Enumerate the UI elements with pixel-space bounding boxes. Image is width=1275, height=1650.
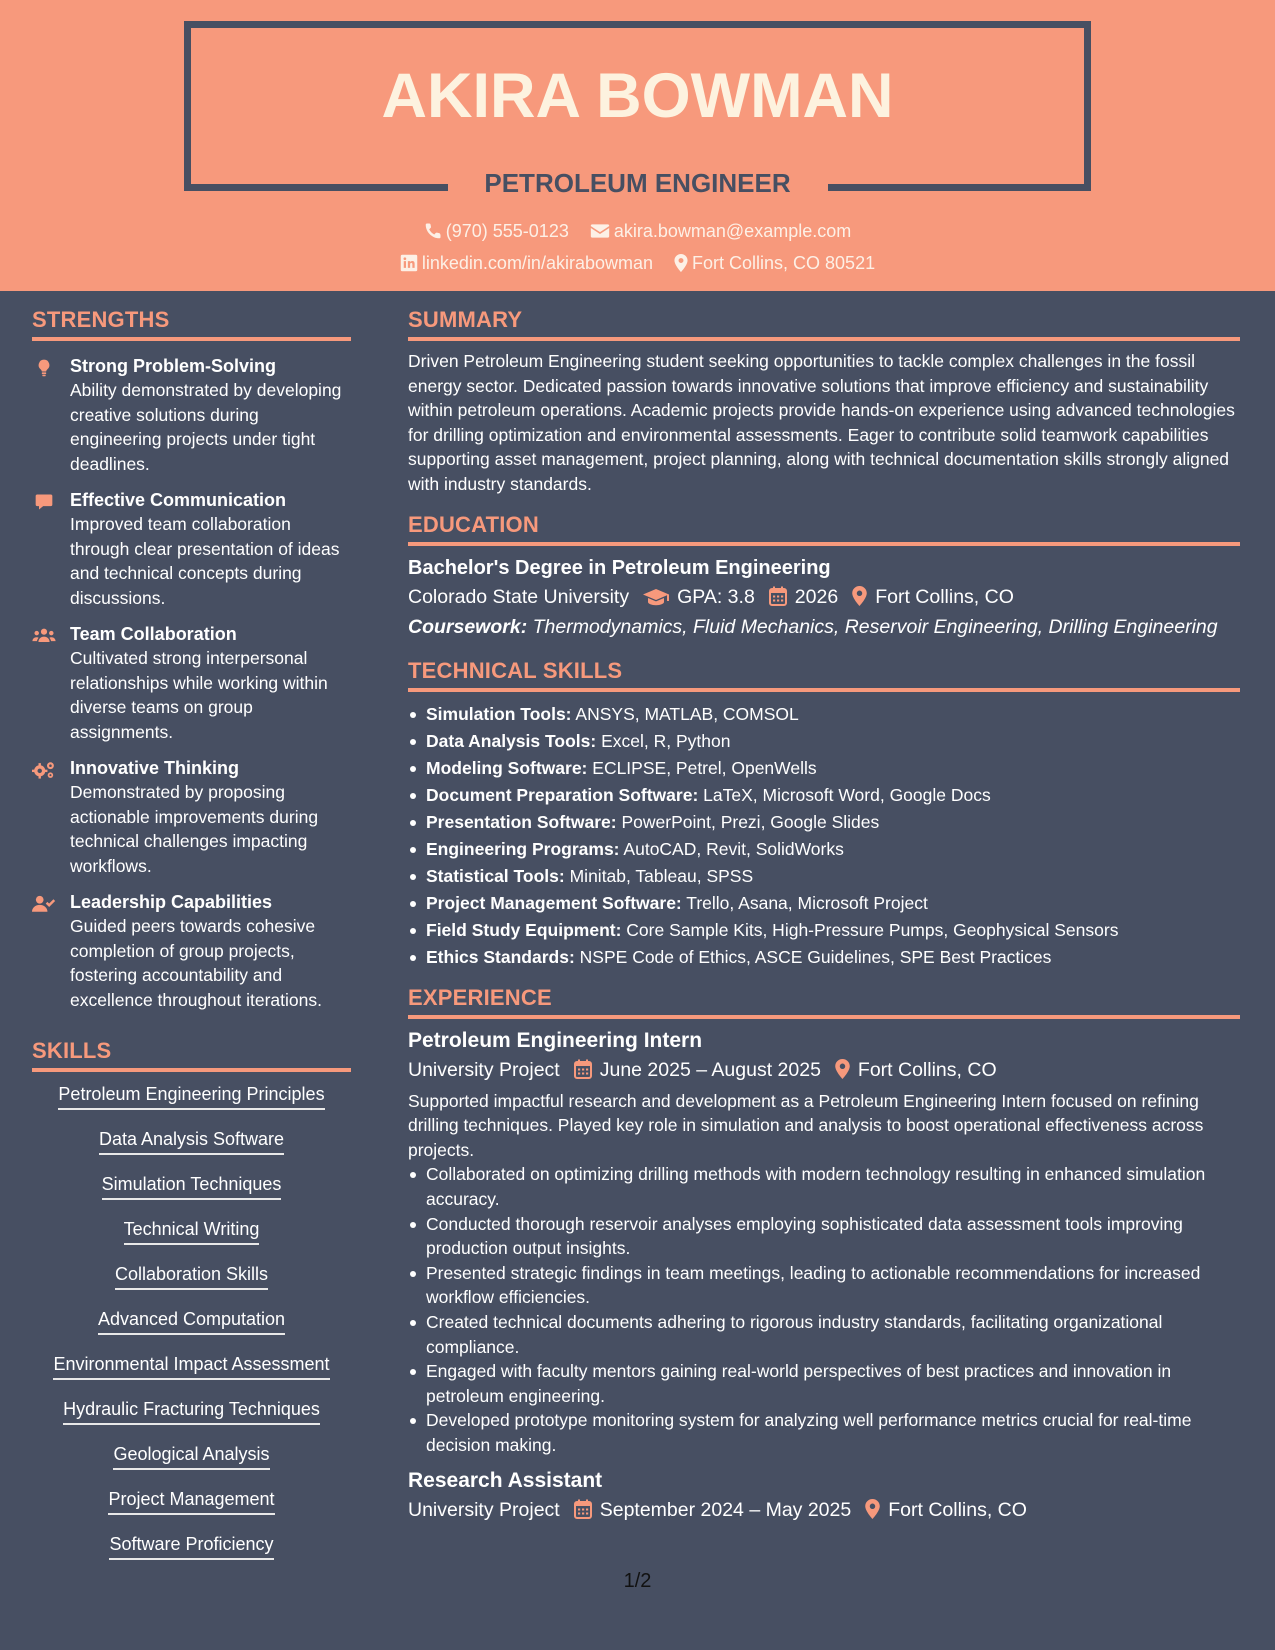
map-pin-icon [852,586,867,606]
strength-description: Ability demonstrated by developing creative solutions during engineering projects under tight deadlines. [70,380,342,474]
skill-item: Data Analysis Software [99,1129,284,1155]
tech-skill-value: PowerPoint, Prezi, Google Slides [621,811,880,832]
tech-skill-label: Document Preparation Software: [426,784,699,805]
calendar-icon [574,1499,592,1519]
calendar-icon [769,586,787,606]
left-column [32,291,351,1579]
job-meta [408,1055,1240,1085]
strength-description: Cultivated strong interpersonal relationships while working within diverse teams on group assignments. [70,648,328,742]
skill-item: Software Proficiency [109,1534,273,1560]
strength-item [32,757,351,878]
skill-item: Petroleum Engineering Principles [58,1084,324,1110]
job-dates: September 2024 – May 2025 [599,1499,852,1522]
candidate-name: AKIRA BOWMAN [381,61,894,131]
list-item [408,782,1240,809]
tech-skill-value: LaTeX, Microsoft Word, Google Docs [703,784,991,805]
strength-description: Improved team collaboration through clear presentation of ideas and technical concepts during discussions. [70,514,340,608]
tech-skill-label: Ethics Standards: [426,946,575,967]
linkedin-text: linkedin.com/in/akirabowman [421,253,653,273]
technical-skills-list [408,701,1240,971]
tech-skill-value: ECLIPSE, Petrel, OpenWells [592,757,817,778]
skill-item: Project Management [108,1489,274,1515]
coursework-line [408,612,1240,642]
coursework-list: Thermodynamics, Fluid Mechanics, Reservoir Engineering, Drilling Engineering [532,615,1218,638]
tech-skill-label: Data Analysis Tools: [426,730,597,751]
map-pin-icon [674,254,688,272]
experience-heading: EXPERIENCE [408,985,1240,1019]
tech-skill-value: Minitab, Tableau, SPSS [569,865,754,886]
degree-title: Bachelor's Degree in Petroleum Engineering [408,556,831,579]
list-item: Developed prototype monitoring system for analyzing well performance metrics crucial for real-time decision making. [408,1408,1240,1457]
list-item [408,890,1240,917]
gpa-text: GPA: 3.8 [677,585,755,608]
summary-text: Driven Petroleum Engineering student seeking opportunities to tackle complex challenges in the fossil energy sector. Dedicated passion towards innovative solutions that improve efficiency and sustainability within petroleum operations. Academic projects provide hands-on experience using advanced technologies for drilling optimization and environmental assessments. Eager to contribute solid teamwork capabilities supporting asset management, project planning, along with technical documentation skills strongly aligned with industry standards. [408,351,1235,494]
skills-list [32,1084,351,1579]
email-contact[interactable] [590,221,851,242]
education-location: Fort Collins, CO [875,585,1014,608]
list-item [408,836,1240,863]
tech-skill-label: Statistical Tools: [426,865,565,886]
coursework-label: Coursework: [408,615,528,638]
job-position-title: Research Assistant [408,1469,603,1493]
list-item [408,944,1240,971]
tech-skill-value: Trello, Asana, Microsoft Project [686,892,928,913]
job-bullets [408,1162,1240,1457]
tech-skill-value: NSPE Code of Ethics, ASCE Guidelines, SPE Best Practices [579,946,1052,967]
strength-title: Team Collaboration [70,624,237,644]
education-meta [408,582,1240,612]
user-check-icon [32,894,56,914]
page-number: 1/2 [623,1570,652,1592]
skill-item: Hydraulic Fracturing Techniques [63,1399,320,1425]
tech-skill-value: Core Sample Kits, High-Pressure Pumps, Geophysical Sensors [626,919,1119,940]
tech-skill-label: Simulation Tools: [426,703,572,724]
list-item [408,755,1240,782]
phone-text: (970) 555-0123 [445,221,569,241]
right-column [408,291,1240,1525]
location-contact [674,253,875,274]
contact-row-1 [0,221,1275,242]
tech-skill-label: Presentation Software: [426,811,617,832]
list-item: Presented strategic findings in team meetings, leading to actionable recommendations for increased workflow efficiencies. [408,1261,1240,1310]
users-icon [32,626,56,646]
contact-row-2 [0,253,1275,274]
phone-icon [424,222,442,240]
comment-icon [32,492,56,512]
skill-item: Geological Analysis [113,1444,269,1470]
calendar-icon [574,1059,592,1079]
job-location: Fort Collins, CO [857,1058,997,1081]
tech-skill-label: Project Management Software: [426,892,682,913]
list-item [408,917,1240,944]
list-item [408,701,1240,728]
job-position-title: Petroleum Engineering Intern [408,1028,703,1052]
graduation-year: 2026 [794,585,839,608]
tech-skill-label: Modeling Software: [426,757,588,778]
tech-skill-label: Engineering Programs: [426,838,620,859]
map-pin-icon [865,1499,880,1519]
email-text: akira.bowman@example.com [613,221,852,241]
list-item: Engaged with faculty mentors gaining real-world perspectives of best practices and innovation in petroleum engineering. [408,1359,1240,1408]
skills-heading: SKILLS [32,1038,351,1072]
skill-item: Simulation Techniques [102,1174,282,1200]
job-org: University Project [408,1499,560,1522]
list-item: Created technical documents adhering to rigorous industry standards, facilitating organizational compliance. [408,1310,1240,1359]
linkedin-icon [400,254,418,272]
strength-title: Effective Communication [70,490,287,510]
technical-skills-heading: TECHNICAL SKILLS [408,658,1240,692]
tech-skill-label: Field Study Equipment: [426,919,622,940]
job-org: University Project [408,1058,560,1081]
list-item: Collaborated on optimizing drilling methods with modern technology resulting in enhanced simulation accuracy. [408,1162,1240,1211]
lightbulb-icon [32,358,56,378]
job-summary: Supported impactful research and development as a Petroleum Engineering Intern focused on refining drilling techniques. Played key role in simulation and analysis to boost operational effectiveness across projects. [408,1090,1204,1160]
list-item [408,728,1240,755]
tech-skill-value: AutoCAD, Revit, SolidWorks [623,838,844,859]
strength-description: Guided peers towards cohesive completion of group projects, fostering accountability and excellence throughout iterations. [70,916,322,1010]
map-pin-icon [835,1059,850,1079]
strengths-heading: STRENGTHS [32,307,351,341]
job-dates: June 2025 – August 2025 [599,1058,821,1081]
location-text: Fort Collins, CO 80521 [692,253,876,273]
linkedin-contact[interactable] [400,253,653,274]
summary-heading: SUMMARY [408,307,1240,341]
gears-icon [32,760,56,780]
strength-item [32,489,351,610]
list-item: Conducted thorough reservoir analyses employing sophisticated data assessment tools improving production output insights. [408,1212,1240,1261]
job-location: Fort Collins, CO [888,1499,1027,1522]
resume-header [0,0,1275,291]
list-item [408,863,1240,890]
skill-item: Technical Writing [124,1219,260,1245]
strength-item [32,623,351,744]
tech-skill-value: ANSYS, MATLAB, COMSOL [575,703,799,724]
graduation-cap-icon [643,588,669,606]
strength-title: Strong Problem-Solving [70,356,277,376]
strength-description: Demonstrated by proposing actionable improvements during technical challenges impacting workflows. [70,782,319,876]
education-heading: EDUCATION [408,512,1240,546]
list-item [408,809,1240,836]
skill-item: Collaboration Skills [115,1264,268,1290]
job-title: PETROLEUM ENGINEER [484,168,791,198]
job-meta [408,1495,1240,1525]
phone-contact[interactable] [424,221,569,242]
strength-title: Innovative Thinking [70,758,240,778]
skill-item: Environmental Impact Assessment [53,1354,329,1380]
strength-title: Leadership Capabilities [70,892,273,912]
strength-item [32,355,351,476]
strength-item [32,891,351,1012]
envelope-icon [590,222,610,240]
tech-skill-value: Excel, R, Python [601,730,731,751]
school-name: Colorado State University [408,585,630,608]
skill-item: Advanced Computation [98,1309,285,1335]
